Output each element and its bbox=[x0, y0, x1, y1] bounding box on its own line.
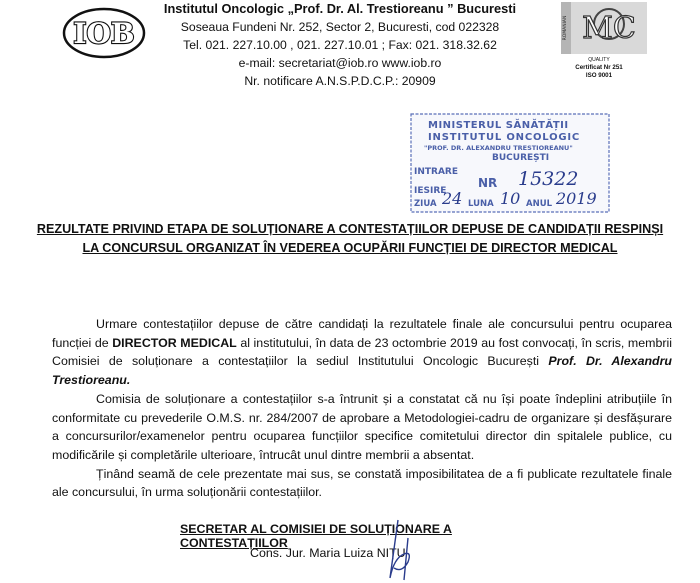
paragraph-1-part-c: al institutului, în data de 23 octombrie 2019 au fost convocați, în scris, membrii Comisiei de soluționare a contestațiilor la sediul Institutului Oncologic București bbox=[52, 335, 672, 369]
stamp-ziua-label: ZIUA bbox=[414, 199, 437, 209]
stamp-nr-value: 15322 bbox=[518, 168, 579, 190]
paragraph-3: Ținând seamă de cele prezentate mai sus, se constată imposibilitatea de a fi publicate rezultatele finale ale concursului, în urma soluționării contestațiilor. bbox=[52, 466, 672, 500]
institution-email: e-mail: secretariat@iob.ro www.iob.ro bbox=[238, 56, 442, 70]
letterhead bbox=[0, 0, 700, 100]
stamp-ministry: MINISTERUL SĂNĂTĂȚII bbox=[428, 120, 569, 131]
stamp-anul-value: 2019 bbox=[556, 189, 597, 208]
certificate-number: Certificat Nr 251 bbox=[575, 64, 623, 71]
document-body bbox=[52, 315, 672, 502]
institution-name: Institutul Oncologic „Prof. Dr. Al. Trestioreanu ” Bucuresti bbox=[163, 1, 517, 16]
stamp-nr-label: NR bbox=[478, 176, 498, 190]
registration-stamp bbox=[410, 113, 610, 213]
title-line-1: REZULTATE PRIVIND ETAPA DE SOLUȚIONARE A CONTESTAȚIILOR DEPUSE DE CANDIDAȚII RESPINȘI bbox=[36, 222, 664, 236]
stamp-institute-name: "PROF. DR. ALEXANDRU TRESTIOREANU" bbox=[424, 144, 573, 152]
paragraph-1-part-a: Urmare contestațiilor depuse de către candidați la rezultatele finale ale concursului pentru ocuparea funcției de bbox=[52, 317, 672, 350]
title-line-2: LA CONCURSUL ORGANIZAT ÎN VEDEREA OCUPĂRII FUNCȚIEI DE DIRECTOR MEDICAL bbox=[82, 241, 618, 255]
handwritten-signature bbox=[360, 518, 440, 583]
certificate-iso: ISO 9001 bbox=[585, 72, 613, 79]
stamp-iesire: IESIRE bbox=[414, 186, 447, 196]
institution-phone: Tel. 021. 227.10.00 , 021. 227.10.01 ; Fax: 021. 318.32.62 bbox=[183, 38, 497, 52]
certificate-side-label: ROMANIAN bbox=[563, 15, 568, 41]
document-title bbox=[30, 220, 670, 258]
stamp-city: BUCUREȘTI bbox=[492, 153, 550, 163]
stamp-luna-value: 10 bbox=[500, 189, 521, 208]
iob-logo bbox=[62, 6, 146, 60]
stamp-anul-label: ANUL bbox=[526, 199, 553, 209]
institution-notification: Nr. notificare A.N.S.P.D.C.P.: 20909 bbox=[244, 74, 436, 88]
institute-honorific: Prof. Dr. Alexandru Trestioreanu. bbox=[52, 354, 672, 388]
signatory-title: SECRETAR AL COMISIEI DE SOLUȚIONARE A CONTESTAȚIILOR bbox=[180, 522, 452, 550]
iob-logo-text: IOB bbox=[73, 17, 135, 50]
paragraph-2: Comisia de soluționare a contestațiilor s-a întrunit și a constatat că nu își poate îndeplini atribuțiile în conformitate cu prevederile O.M.S. nr. 284/2007 de aprobare a Metodologiei-cadru de organizare și desfășurare a concursurilor/examenelor pentru ocuparea funcțiilor specifice comitetului director din spitalele publice, cu modificările și completările ulterioare, întrucât unul dintre membrii a absentat. bbox=[52, 391, 672, 462]
institution-address: Soseaua Fundeni Nr. 252, Sector 2, Bucuresti, cod 022328 bbox=[180, 20, 500, 34]
stamp-ziua-value: 24 bbox=[442, 189, 463, 208]
certificate-logo-text: MC bbox=[582, 11, 636, 46]
quality-certificate-logo bbox=[557, 0, 653, 96]
stamp-luna-label: LUNA bbox=[468, 199, 494, 209]
institution-info bbox=[145, 0, 535, 90]
certificate-quality: QUALITY bbox=[588, 57, 610, 63]
paragraph-1 bbox=[52, 315, 672, 390]
stamp-institute: INSTITUTUL ONCOLOGIC bbox=[428, 132, 581, 143]
stamp-intrare: INTRARE bbox=[414, 167, 458, 177]
certificate-text bbox=[556, 56, 642, 80]
position-name: DIRECTOR MEDICAL bbox=[112, 335, 237, 350]
signatory-name: Cons. Jur. Maria Luiza NIȚU bbox=[250, 546, 406, 560]
